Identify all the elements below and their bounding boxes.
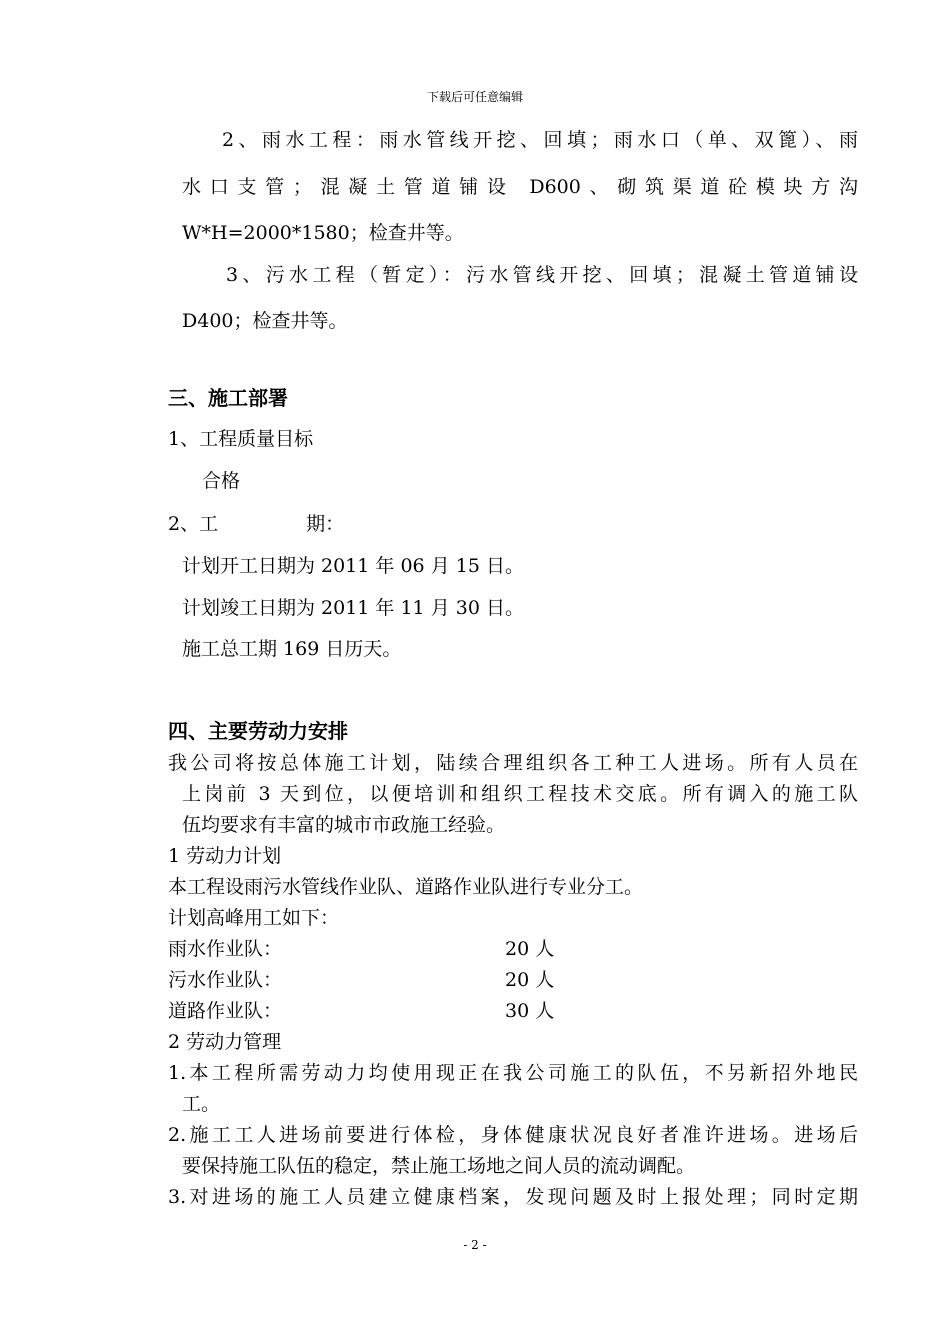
period-title: [168, 509, 344, 536]
team-row: [168, 996, 568, 1023]
labor-plan-title: 1 劳动力计划: [168, 845, 282, 867]
team-name: 雨水作业队：: [168, 938, 283, 960]
quality-target-value: 合格: [202, 470, 241, 492]
team-row: [168, 965, 568, 992]
team-count: 20 人: [505, 969, 555, 991]
team-count: 20 人: [505, 938, 555, 960]
mgmt-item2-line1: 2.施工工人进场前要进行体检，身体健康状况良好者准许进场。进场后: [168, 1124, 858, 1146]
period-title-b: 期：: [306, 513, 345, 535]
section-heading-labor: 四、主要劳动力安排: [168, 719, 348, 743]
section-heading-deployment: 三、施工部署: [168, 386, 288, 410]
item2-line3: W*H=2000*1580；检查井等。: [182, 222, 464, 244]
labor-intro-line2: 上岗前 3 天到位，以便培训和组织工程技术交底。所有调入的施工队: [182, 783, 858, 805]
labor-intro-line3: 伍均要求有丰富的城市市政施工经验。: [182, 814, 506, 836]
team-count: 30 人: [505, 1000, 555, 1022]
team-name: 道路作业队：: [168, 1000, 283, 1022]
mgmt-item1-line2: 工。: [182, 1093, 221, 1115]
mgmt-item3-line1: 3.对进场的施工人员建立健康档案，发现问题及时上报处理；同时定期: [168, 1186, 858, 1208]
period-title-a: 2、工: [168, 513, 219, 535]
mgmt-item1-line1: 1.本工程所需劳动力均使用现正在我公司施工的队伍，不另新招外地民: [168, 1062, 858, 1084]
peak-labor-title: 计划高峰用工如下：: [168, 907, 340, 929]
team-name: 污水作业队：: [168, 969, 283, 991]
total-duration: 施工总工期 169 日历天。: [182, 638, 402, 660]
item2-line1: 2、雨水工程：雨水管线开挖、回填；雨水口（单、双篦）、雨: [222, 129, 858, 151]
planned-end-date: 计划竣工日期为 2011 年 11 月 30 日。: [182, 597, 524, 619]
item3-line1: 3、污水工程（暂定）：污水管线开挖、回填；混凝土管道铺设: [226, 264, 858, 286]
item3-line2: D400；检查井等。: [182, 310, 348, 332]
team-row: [168, 934, 568, 961]
labor-mgmt-title: 2 劳动力管理: [168, 1031, 282, 1053]
planned-start-date: 计划开工日期为 2011 年 06 月 15 日。: [182, 555, 524, 577]
page-number: - 2 -: [463, 1238, 487, 1252]
labor-intro-line1: 我公司将按总体施工计划，陆续合理组织各工种工人进场。所有人员在: [168, 752, 858, 774]
labor-plan-desc: 本工程设雨污水管线作业队、道路作业队进行专业分工。: [168, 876, 644, 898]
mgmt-item2-line2: 要保持施工队伍的稳定，禁止施工场地之间人员的流动调配。: [182, 1155, 696, 1177]
page-header: 下载后可任意编辑: [426, 90, 523, 104]
quality-target-title: 1、工程质量目标: [168, 428, 314, 450]
item2-line2: 水口支管；混凝土管道铺设 D600、砌筑渠道砼模块方沟: [182, 176, 858, 198]
